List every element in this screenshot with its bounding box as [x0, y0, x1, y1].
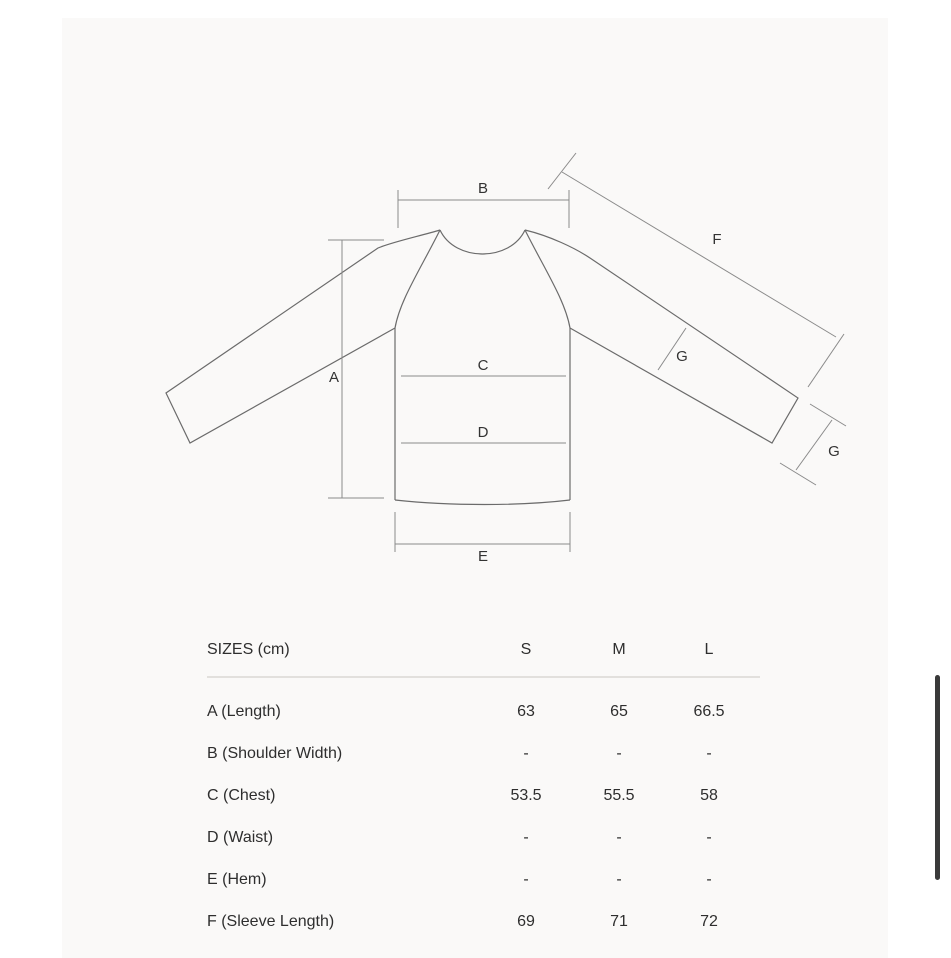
cell-l: -	[706, 829, 712, 846]
cell-l: 72	[700, 913, 718, 930]
label-e: E	[477, 548, 489, 565]
header-size-l: L	[704, 641, 714, 658]
row-label: C (Chest)	[207, 787, 276, 804]
label-f: F	[712, 231, 722, 248]
row-label: D (Waist)	[207, 829, 274, 846]
table-row	[207, 786, 760, 828]
row-label: A (Length)	[207, 703, 281, 720]
vertical-scrollbar[interactable]	[935, 675, 940, 880]
cell-m: -	[616, 745, 622, 762]
table-row	[207, 828, 760, 870]
size-chart-table	[207, 640, 760, 954]
cell-l: 66.5	[693, 703, 725, 720]
cell-s: 69	[517, 913, 535, 930]
cell-m: 71	[610, 913, 628, 930]
row-label: E (Hem)	[207, 871, 267, 888]
table-header-row	[207, 640, 760, 676]
cell-s: -	[523, 871, 529, 888]
cell-l: -	[706, 871, 712, 888]
table-row	[207, 744, 760, 786]
label-g-inner: G	[676, 348, 688, 365]
cell-m: 65	[610, 703, 628, 720]
label-d: D	[477, 424, 489, 441]
table-row	[207, 870, 760, 912]
label-g-cuff: G	[828, 443, 840, 460]
table-divider	[207, 676, 760, 678]
header-size-m: M	[612, 641, 626, 658]
measurement-lines	[328, 153, 846, 552]
cell-l: -	[706, 745, 712, 762]
cell-s: -	[523, 829, 529, 846]
cell-s: 63	[517, 703, 535, 720]
cell-s: -	[523, 745, 529, 762]
header-sizes-label: SIZES (cm)	[207, 641, 290, 658]
label-c: C	[477, 357, 489, 374]
table-row	[207, 702, 760, 744]
cell-s: 53.5	[510, 787, 542, 804]
label-a: A	[328, 369, 340, 386]
header-size-s: S	[520, 641, 532, 658]
label-b: B	[477, 180, 489, 197]
table-row	[207, 912, 760, 954]
row-label: F (Sleeve Length)	[207, 913, 335, 930]
cell-m: -	[616, 829, 622, 846]
row-label: B (Shoulder Width)	[207, 745, 343, 762]
cell-m: -	[616, 871, 622, 888]
cell-m: 55.5	[603, 787, 635, 804]
cell-l: 58	[700, 787, 718, 804]
